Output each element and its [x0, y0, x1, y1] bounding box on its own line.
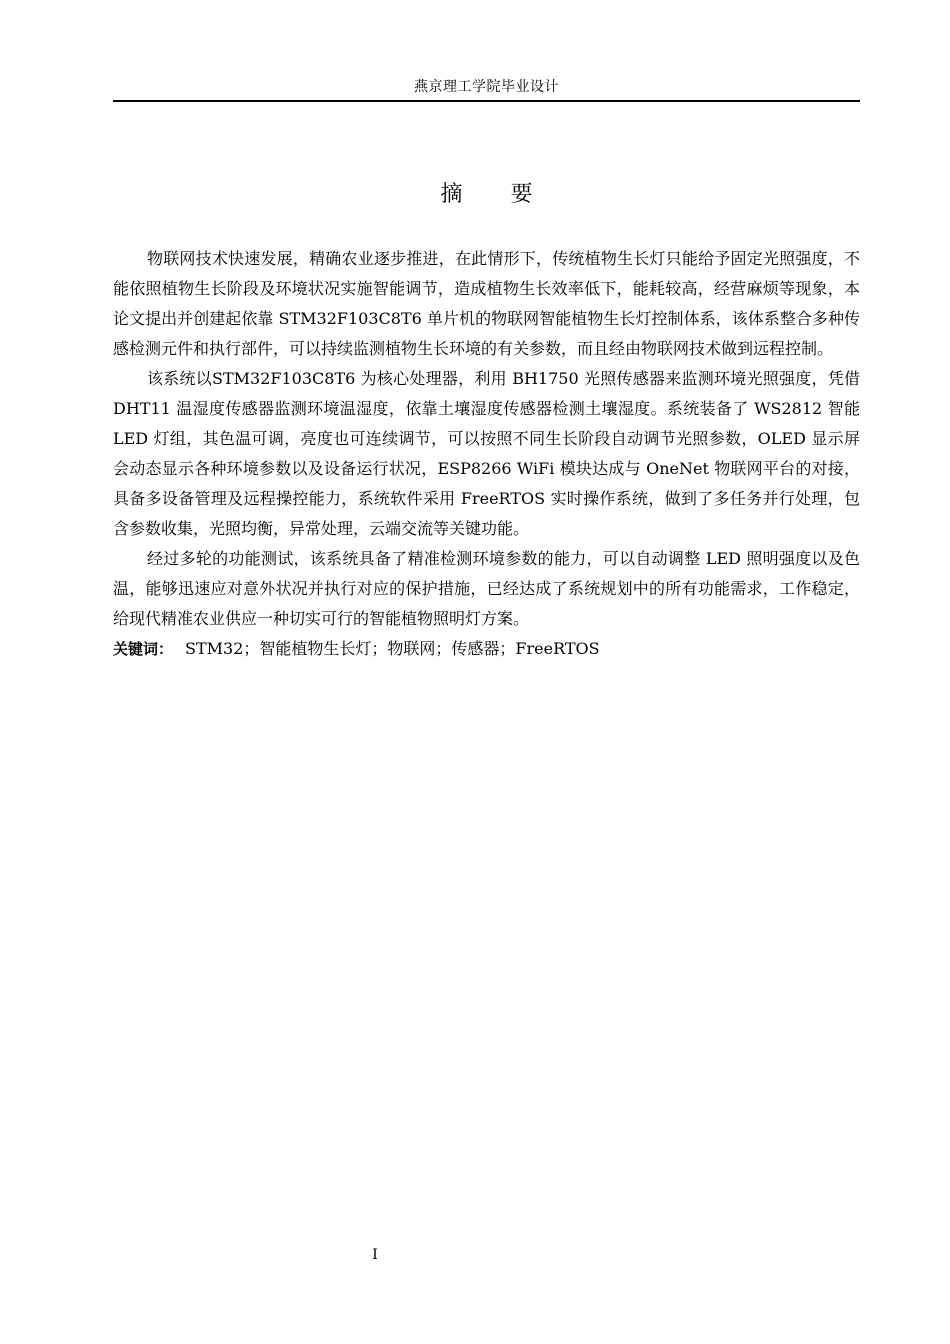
page-number: I — [372, 1247, 378, 1263]
abstract-paragraph-1: 物联网技术快速发展，精确农业逐步推进，在此情形下，传统植物生长灯只能给予固定光照强度，不能依照植物生长阶段及环境状况实施智能调节，造成植物生长效率低下，能耗较高，经营麻烦等现象，本论文提出并创建起依靠 STM32F103C8T6 单片机的物联网智能植物生长灯控制体系，该体系整合多种传感检测元件和执行部件，可以持续监测植物生长环境的有关参数，而且经由物联网技术做到远程控制。 — [113, 249, 860, 358]
keywords-line — [113, 634, 860, 664]
keywords-label: 关键词： — [113, 640, 174, 658]
abstract-body — [113, 244, 860, 664]
abstract-title: 摘要 — [440, 182, 581, 207]
running-header: 燕京理工学院毕业设计 — [414, 79, 559, 95]
abstract-paragraph-2: 该系统以STM32F103C8T6 为核心处理器，利用 BH1750 光照传感器来监测环境光照强度，凭借 DHT11 温湿度传感器监测环境温湿度，依靠土壤湿度传感器检测土壤湿度。系统装备了 WS2812 智能 LED 灯组，其色温可调，亮度也可连续调节，可以按照不同生长阶段自动调节光照参数，OLED 显示屏会动态显示各种环境参数以及设备运行状况，ESP8266 WiFi 模块达成与 OneNet 物联网平台的对接，具备多设备管理及远程操控能力，系统软件采用 FreeRTOS 实时操作系统，做到了多任务并行处理，包含参数收集，光照均衡，异常处理，云端交流等关键功能。 — [113, 369, 860, 538]
keywords-value: STM32；智能植物生长灯；物联网；传感器；FreeRTOS — [185, 639, 600, 658]
header-rule — [113, 100, 860, 102]
abstract-paragraph-3: 经过多轮的功能测试，该系统具备了精准检测环境参数的能力，可以自动调整 LED 照明强度以及色温，能够迅速应对意外状况并执行对应的保护措施，已经达成了系统规划中的所有功能需求，工作稳定，给现代精准农业供应一种切实可行的智能植物照明灯方案。 — [113, 549, 860, 628]
